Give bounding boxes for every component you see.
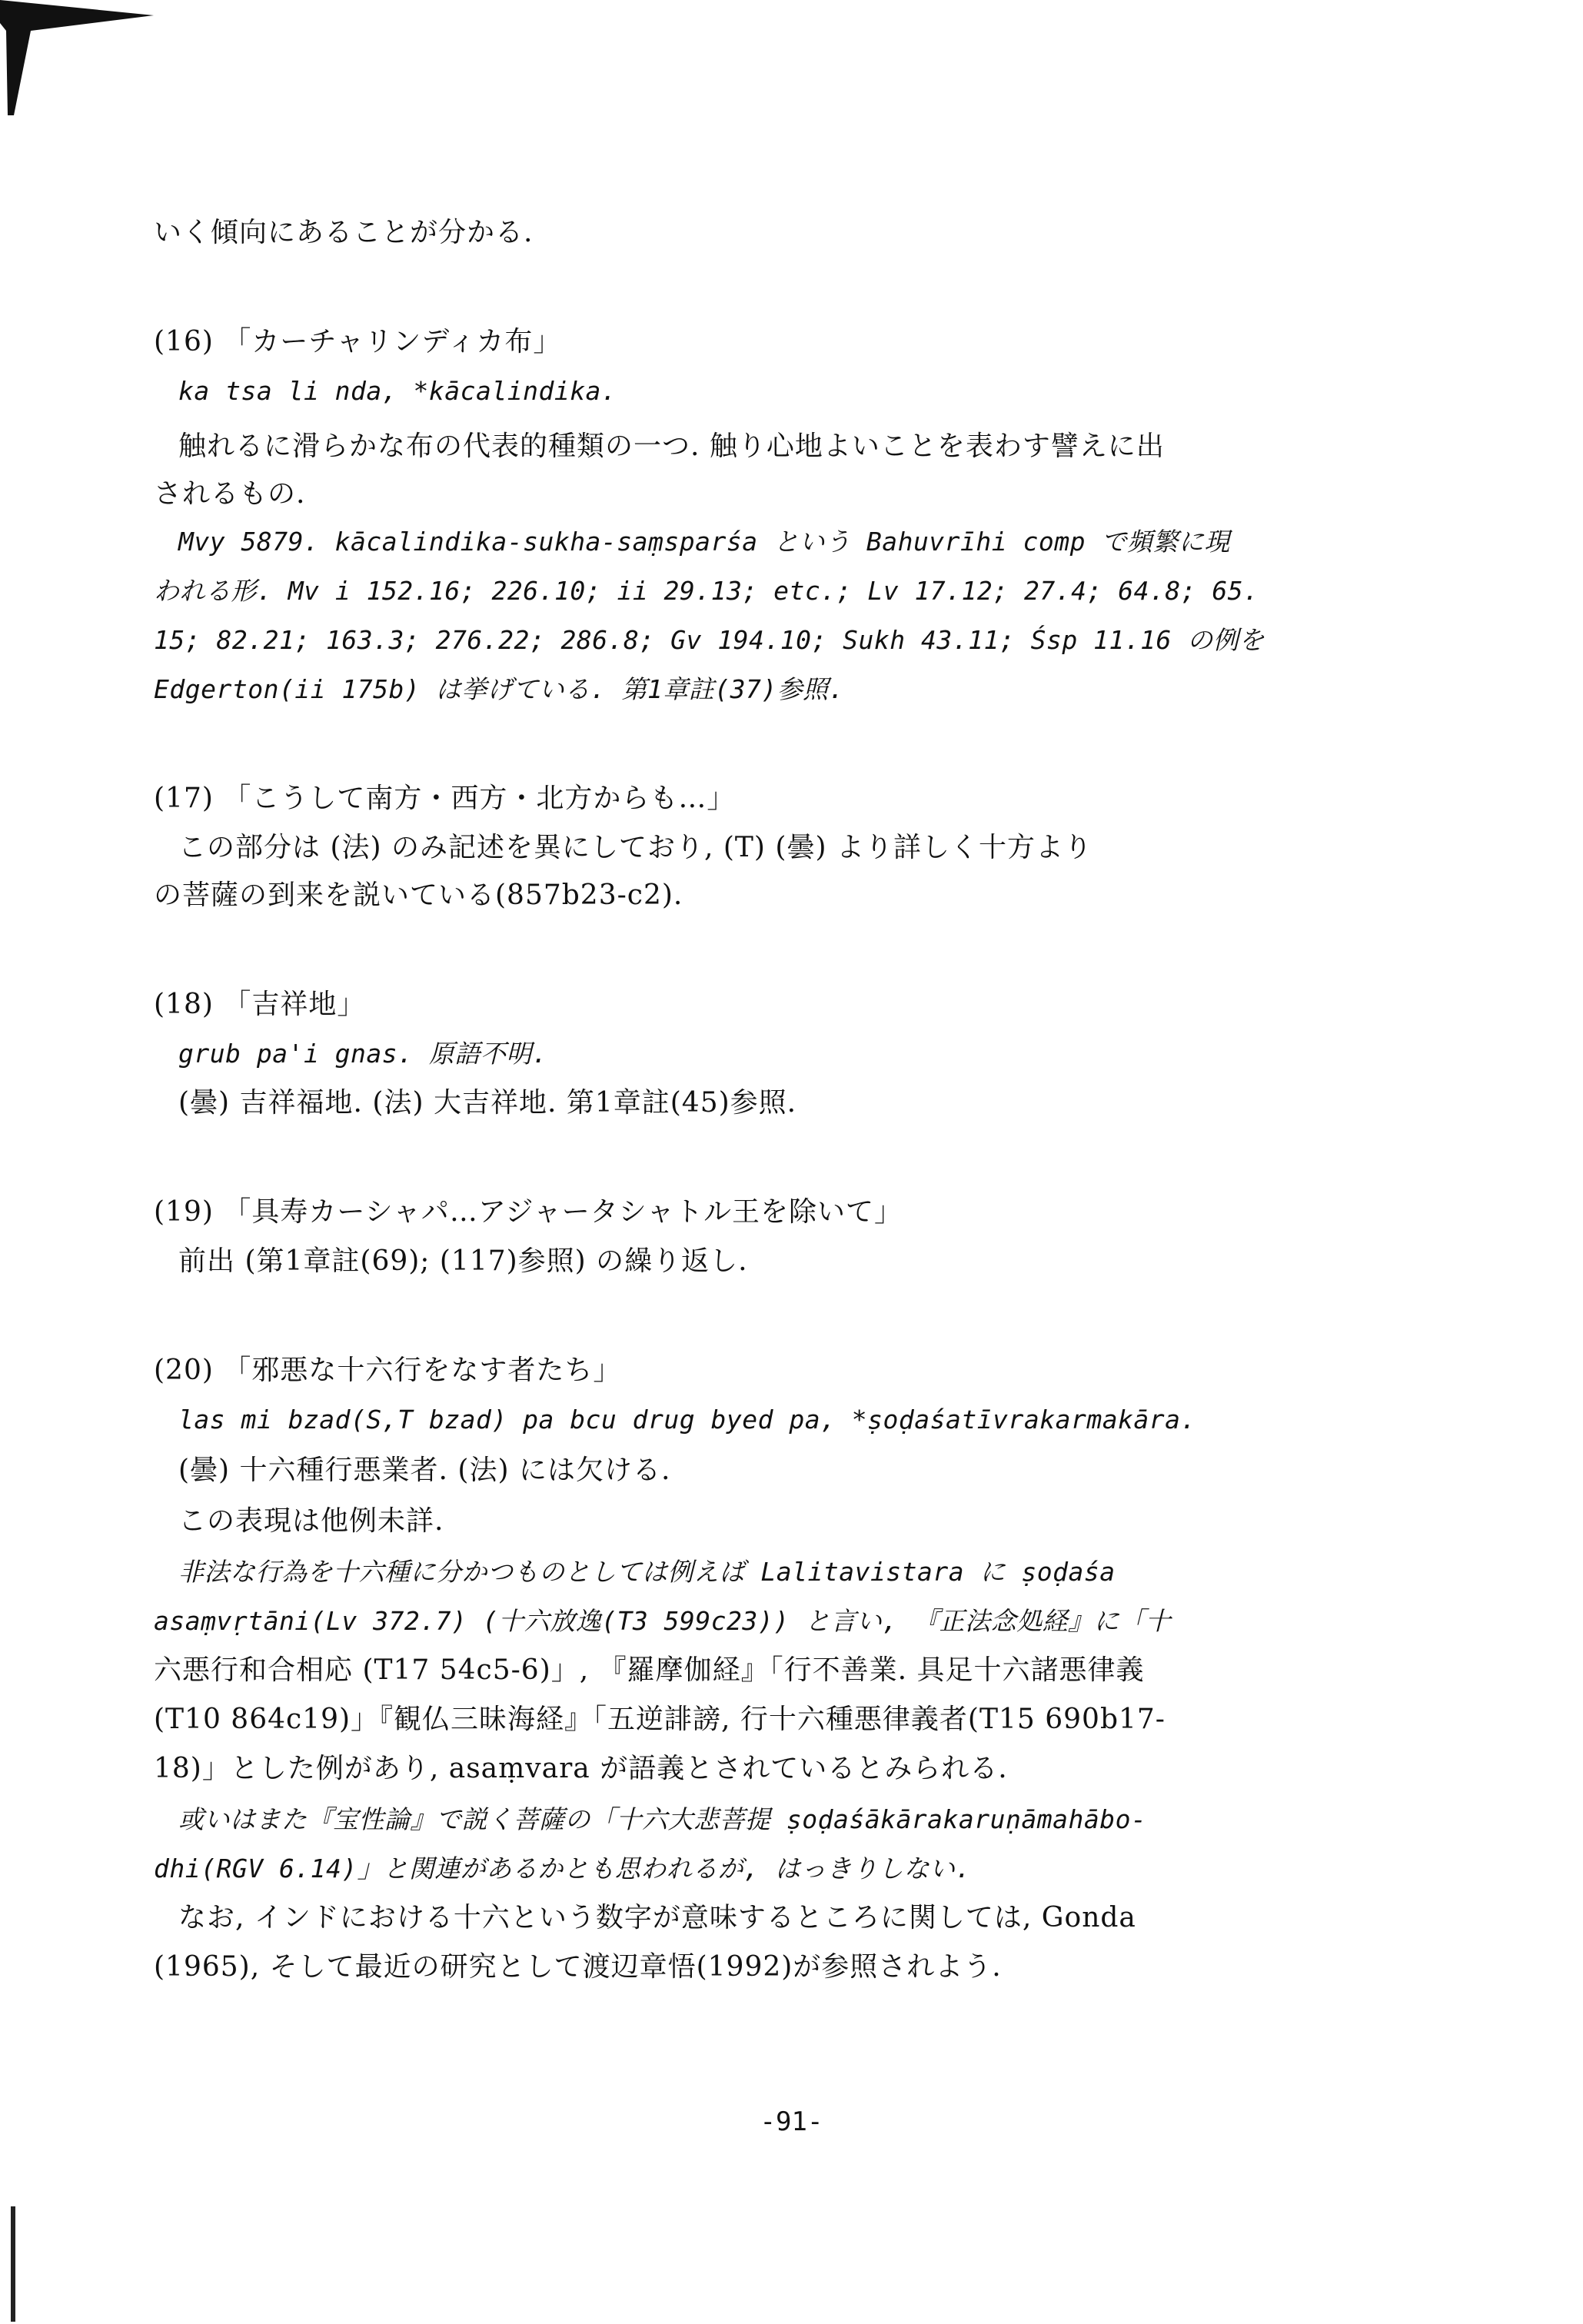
- text-line: なお, インドにおける十六という数字が意味するところに関しては, Gonda: [178, 1902, 1136, 1933]
- text-line: grub pa'i gnas. 原語不明.: [178, 1039, 548, 1069]
- scan-edge-mark: [11, 2206, 15, 2322]
- text-line: (T10 864c19)」『観仏三昧海経』「五逆誹謗, 行十六種悪律義者(T15 690b17-: [154, 1704, 1166, 1735]
- text-line: (曇) 吉祥福地. (法) 大吉祥地. 第1章註(45)参照.: [178, 1087, 797, 1119]
- text-line: 六悪行和合相応 (T17 54c5-6)」, 『羅摩伽経』「行不善業. 具足十六諸悪律義: [154, 1654, 1145, 1686]
- text-line: 触れるに滑らかな布の代表的種類の一つ. 触り心地よいことを表わす譬えに出: [178, 431, 1165, 462]
- text-line: (1965), そして最近の研究として渡辺章悟(1992)が参照されよう.: [154, 1951, 1002, 1983]
- text-line: われる形. Mv i 152.16; 226.10; ii 29.13; etc.; Lv 17.12; 27.4; 64.8; 65.: [154, 576, 1259, 606]
- text-line: Edgerton(ii 175b) は挙げている. 第1章註(37)参照.: [154, 674, 845, 704]
- scan-corner-mark: [0, 0, 161, 115]
- text-line: (16) 「カーチャリンディカ布」: [154, 326, 562, 357]
- text-line: (18) 「吉祥地」: [154, 989, 366, 1020]
- text-line: (19) 「具寿カーシャパ…アジャータシャトル王を除いて」: [154, 1196, 903, 1228]
- text-line: (17) 「こうして南方・西方・北方からも…」: [154, 783, 736, 814]
- text-line: (曇) 十六種行悪業者. (法) には欠ける.: [178, 1455, 671, 1486]
- page-number: -91-: [760, 2106, 823, 2137]
- text-line: されるもの.: [154, 478, 306, 510]
- text-line: この部分は (法) のみ記述を異にしており, (T) (曇) より詳しく十方より: [178, 832, 1092, 863]
- text-line: 18)」とした例があり, asaṃvara が語義とされているとみられる.: [154, 1753, 1008, 1784]
- text-line: Mvy 5879. kācalindika-sukha-saṃsparśa という Bahuvrīhi comp で頻繁に現: [178, 527, 1230, 557]
- text-line: 前出 (第1章註(69); (117)参照) の繰り返し.: [178, 1245, 748, 1277]
- text-line: (20) 「邪悪な十六行をなす者たち」: [154, 1355, 622, 1386]
- text-line: dhi(RGV 6.14)」と関連があるかとも思われるが, はっきりしない.: [154, 1854, 971, 1883]
- text-line: ka tsa li nda, *kācalindika.: [178, 376, 617, 406]
- text-line: 15; 82.21; 163.3; 276.22; 286.8; Gv 194.10; Sukh 43.11; Śsp 11.16 の例を: [154, 625, 1265, 655]
- text-line: いく傾向にあることが分かる.: [154, 217, 534, 248]
- text-line: の菩薩の到来を説いている(857b23-c2).: [154, 879, 683, 911]
- text-line: asaṃvṛtāni(Lv 372.7) (十六放逸(T3 599c23)) と言い, 『正法念処経』に「十: [154, 1606, 1172, 1636]
- text-line: 或いはまた『宝性論』で説く菩薩の「十六大悲菩提 ṣoḍaśākārakaruṇāmahābo-: [178, 1804, 1147, 1834]
- text-line: las mi bzad(S,T bzad) pa bcu drug byed pa, *ṣoḍaśatīvrakarmakāra.: [178, 1405, 1196, 1435]
- text-line: この表現は他例未詳.: [178, 1505, 444, 1537]
- text-line: 非法な行為を十六種に分かつものとしては例えば Lalitavistara に ṣoḍaśa: [178, 1557, 1116, 1587]
